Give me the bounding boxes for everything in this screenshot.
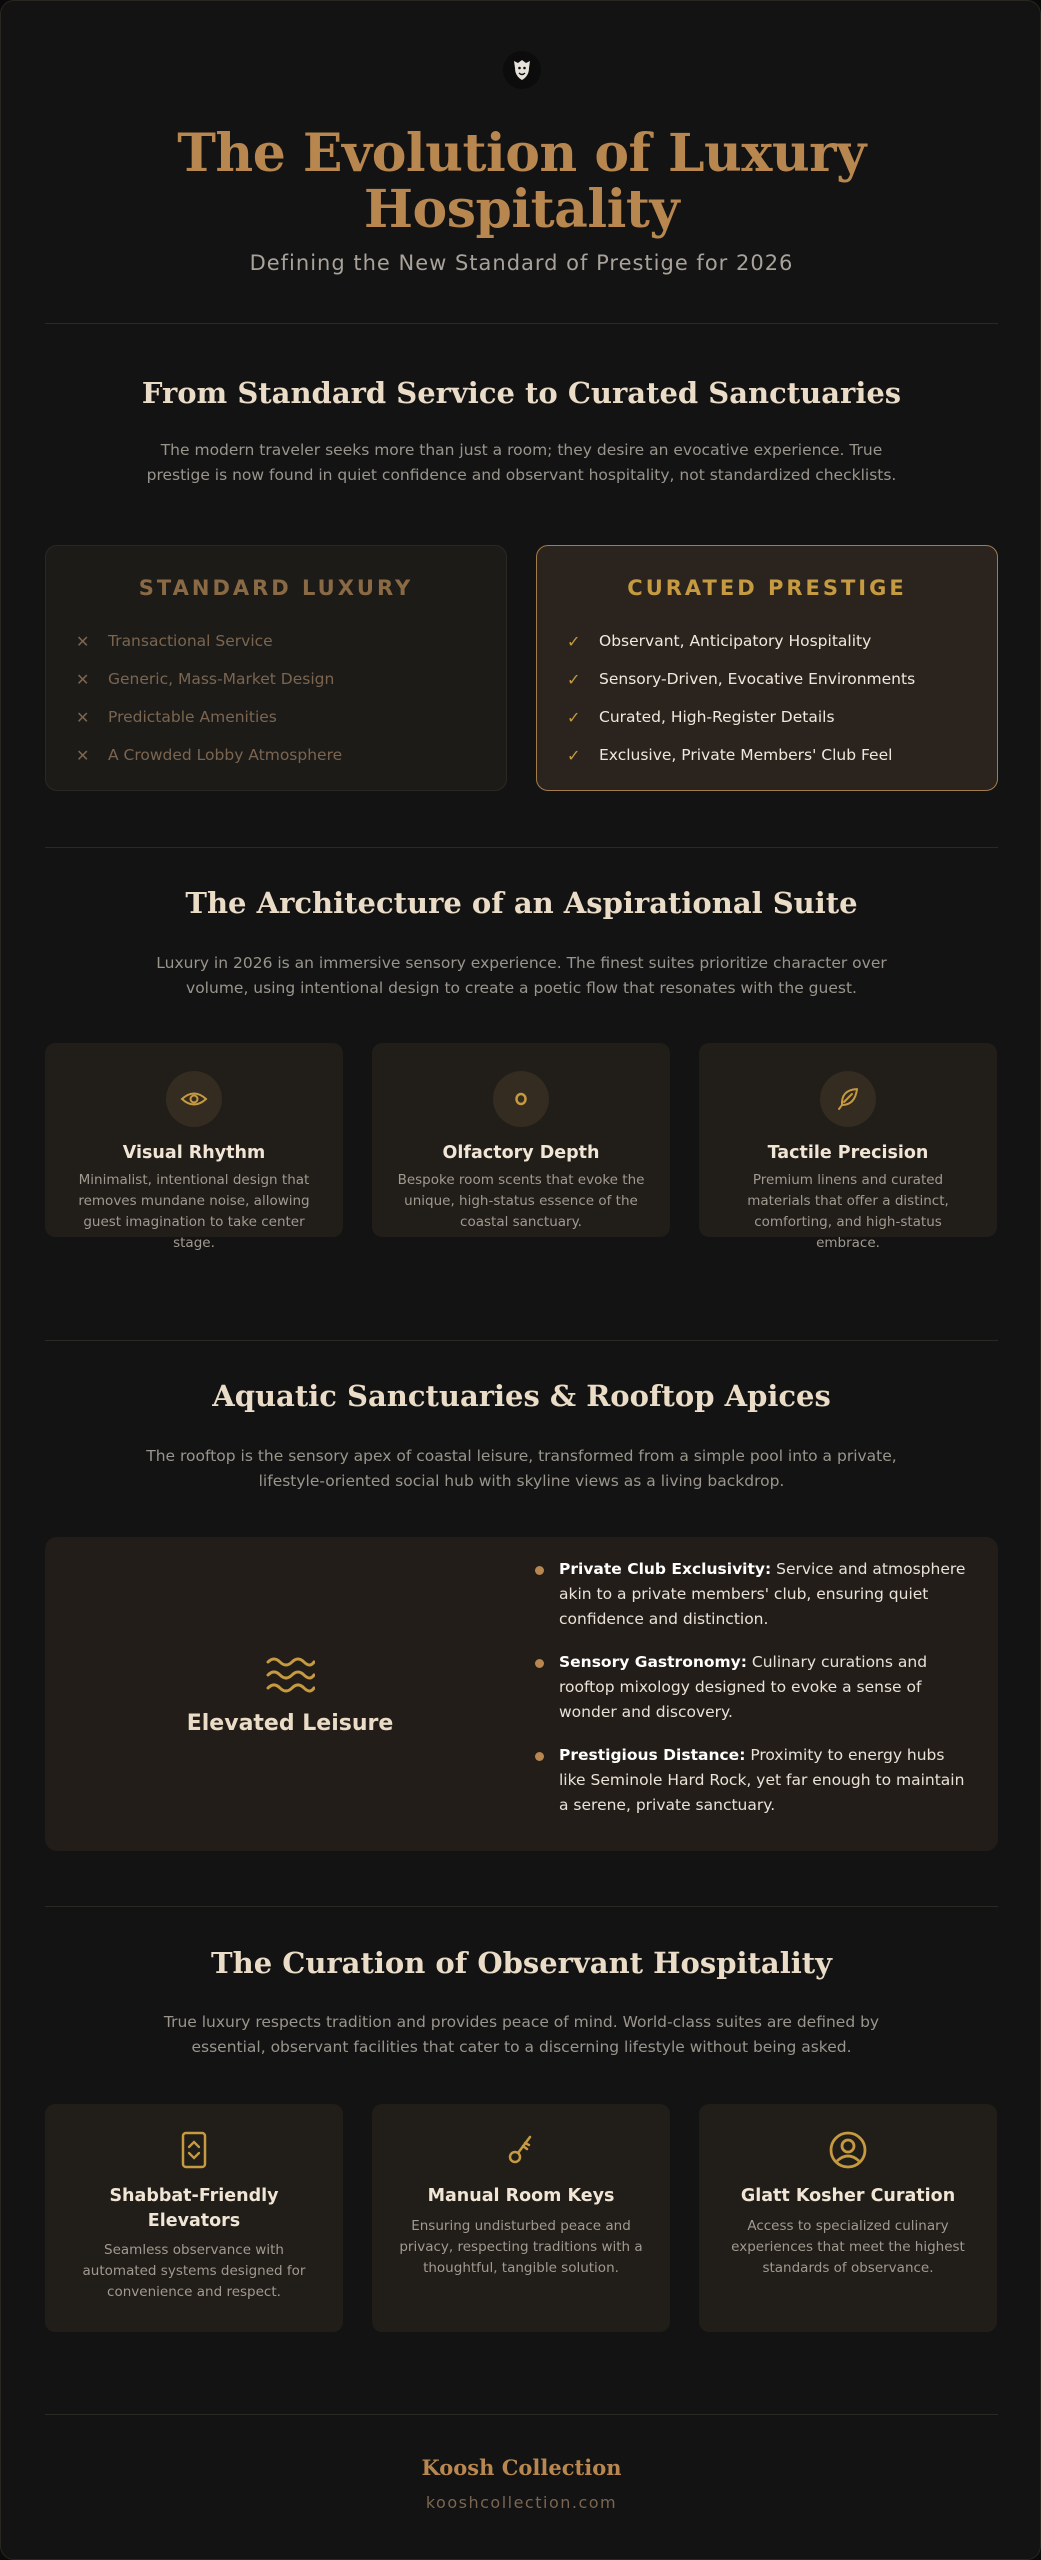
page-title: The Evolution of Luxury Hospitality: [177, 123, 866, 240]
curated-prestige-title: CURATED PRESTIGE: [627, 576, 907, 600]
feature-card-olfactory-depth: [372, 1043, 670, 1237]
feature-card-glatt-kosher: [699, 2104, 997, 2332]
feature-card-shabbat-elevators: [45, 2104, 343, 2332]
feature-description: Seamless observance with automated systems designed for convenience and respect.: [82, 2242, 306, 2300]
footer-url-link[interactable]: kooshcollection.com: [425, 2493, 618, 2512]
checkmark-icon: ✓: [567, 745, 581, 765]
section-divider: [45, 1906, 998, 1907]
feature-description: Minimalist, intentional design that removes mundane noise, allowing guest imagination to take center stage.: [78, 1172, 310, 1251]
curated-prestige-list: [567, 622, 915, 774]
list-item: ✓ Curated, High-Register Details: [567, 707, 835, 727]
section-title-observant: The Curation of Observant Hospitality: [211, 1946, 832, 1980]
feature-description: Premium linens and curated materials that offer a distinct, comforting, and high-status embrace.: [747, 1172, 949, 1251]
section-description-aquatic: The rooftop is the sensory apex of coastal leisure, transformed from a simple pool into a private, lifestyle-oriented social hub with skyline views as a living backdrop.: [146, 1447, 897, 1490]
aquatic-panel: [45, 1537, 998, 1851]
list-item: ✓ Sensory-Driven, Evocative Environments: [567, 669, 916, 689]
list-item: ✕ A Crowded Lobby Atmosphere: [76, 745, 343, 765]
standard-luxury-list: [76, 622, 342, 774]
eye-icon: [166, 1071, 222, 1127]
list-item: ✕ Predictable Amenities: [76, 707, 277, 727]
x-mark-icon: ✕: [76, 631, 90, 651]
section-description-observant: True luxury respects tradition and provides peace of mind. World-class suites are defined by essential, observant facilities that cater to a discerning lifestyle without being asked.: [163, 2013, 880, 2056]
curated-prestige-card: [536, 545, 998, 791]
list-item: ✓ Exclusive, Private Members' Club Feel: [567, 745, 893, 765]
feature-title: Manual Room Keys: [427, 2186, 615, 2206]
section-divider: [45, 2414, 998, 2415]
feature-card-manual-room-keys: [372, 2104, 670, 2332]
bullet-dot-icon: [535, 1752, 544, 1761]
feature-description: Bespoke room scents that evoke the unique, high-status essence of the coastal sanctuary.: [397, 1172, 645, 1230]
checkmark-icon: ✓: [567, 669, 581, 689]
feature-description: Ensuring undisturbed peace and privacy, respecting traditions with a thoughtful, tangible solution.: [399, 2218, 643, 2276]
list-item: ✕ Transactional Service: [76, 631, 273, 651]
lion-crest-icon: [501, 49, 543, 91]
standard-luxury-title: STANDARD LUXURY: [138, 576, 414, 600]
section-title-service: From Standard Service to Curated Sanctuaries: [141, 376, 902, 410]
section-title-aquatic: Aquatic Sanctuaries & Rooftop Apices: [212, 1379, 831, 1413]
section-divider: [45, 847, 998, 848]
user-circle-icon: [826, 2128, 870, 2172]
section-title-suite: The Architecture of an Aspirational Suite: [185, 886, 858, 920]
list-item: ✓ Observant, Anticipatory Hospitality: [567, 631, 872, 651]
elevator-icon: [172, 2128, 216, 2172]
list-item: Sensory Gastronomy: Culinary curations and rooftop mixology designed to evoke a sense of wonder and discovery.: [535, 1650, 975, 1725]
bullet-dot-icon: [535, 1566, 544, 1575]
aquatic-panel-label: Elevated Leisure: [186, 1711, 394, 1736]
feather-icon: [820, 1071, 876, 1127]
feature-card-visual-rhythm: [45, 1043, 343, 1251]
key-icon: [499, 2128, 543, 2172]
page-subtitle: Defining the New Standard of Prestige for 2026: [249, 251, 794, 275]
feature-card-tactile-precision: [699, 1043, 997, 1251]
footer-brand: Koosh Collection: [421, 2455, 622, 2480]
feature-title: Visual Rhythm: [122, 1143, 266, 1163]
x-mark-icon: ✕: [76, 707, 90, 727]
feature-description: Access to specialized culinary experiences that meet the highest standards of observance.: [731, 2218, 965, 2276]
checkmark-icon: ✓: [567, 631, 581, 651]
section-description-service: The modern traveler seeks more than just a room; they desire an evocative experience. True prestige is now found in quiet confidence and observant hospitality, not standardized checklists.: [146, 441, 897, 484]
list-item: Private Club Exclusivity: Service and atmosphere akin to a private members' club, ensuring quiet confidence and distinction.: [535, 1557, 975, 1632]
list-item: ✕ Generic, Mass-Market Design: [76, 669, 335, 689]
feature-title: Shabbat-Friendly Elevators: [109, 2186, 279, 2231]
feature-title: Glatt Kosher Curation: [740, 2186, 956, 2206]
checkmark-icon: ✓: [567, 707, 581, 727]
feature-title: Olfactory Depth: [442, 1143, 600, 1163]
bullet-dot-icon: [535, 1659, 544, 1668]
standard-luxury-card: [45, 545, 507, 791]
section-divider: [45, 1340, 998, 1341]
feature-title: Tactile Precision: [767, 1143, 929, 1163]
x-mark-icon: ✕: [76, 745, 90, 765]
section-divider: [45, 323, 998, 324]
water-waves-icon: [265, 1655, 315, 1697]
section-description-suite: Luxury in 2026 is an immersive sensory experience. The finest suites prioritize character over volume, using intentional design to create a poetic flow that resonates with the guest.: [156, 954, 887, 997]
aquatic-panel-feature: [45, 1537, 535, 1851]
list-item: Prestigious Distance: Proximity to energy hubs like Seminole Hard Rock, yet far enough to maintain a serene, private sanctuary.: [535, 1743, 975, 1818]
x-mark-icon: ✕: [76, 669, 90, 689]
aquatic-points-list: [535, 1557, 975, 1836]
scent-icon: [493, 1071, 549, 1127]
